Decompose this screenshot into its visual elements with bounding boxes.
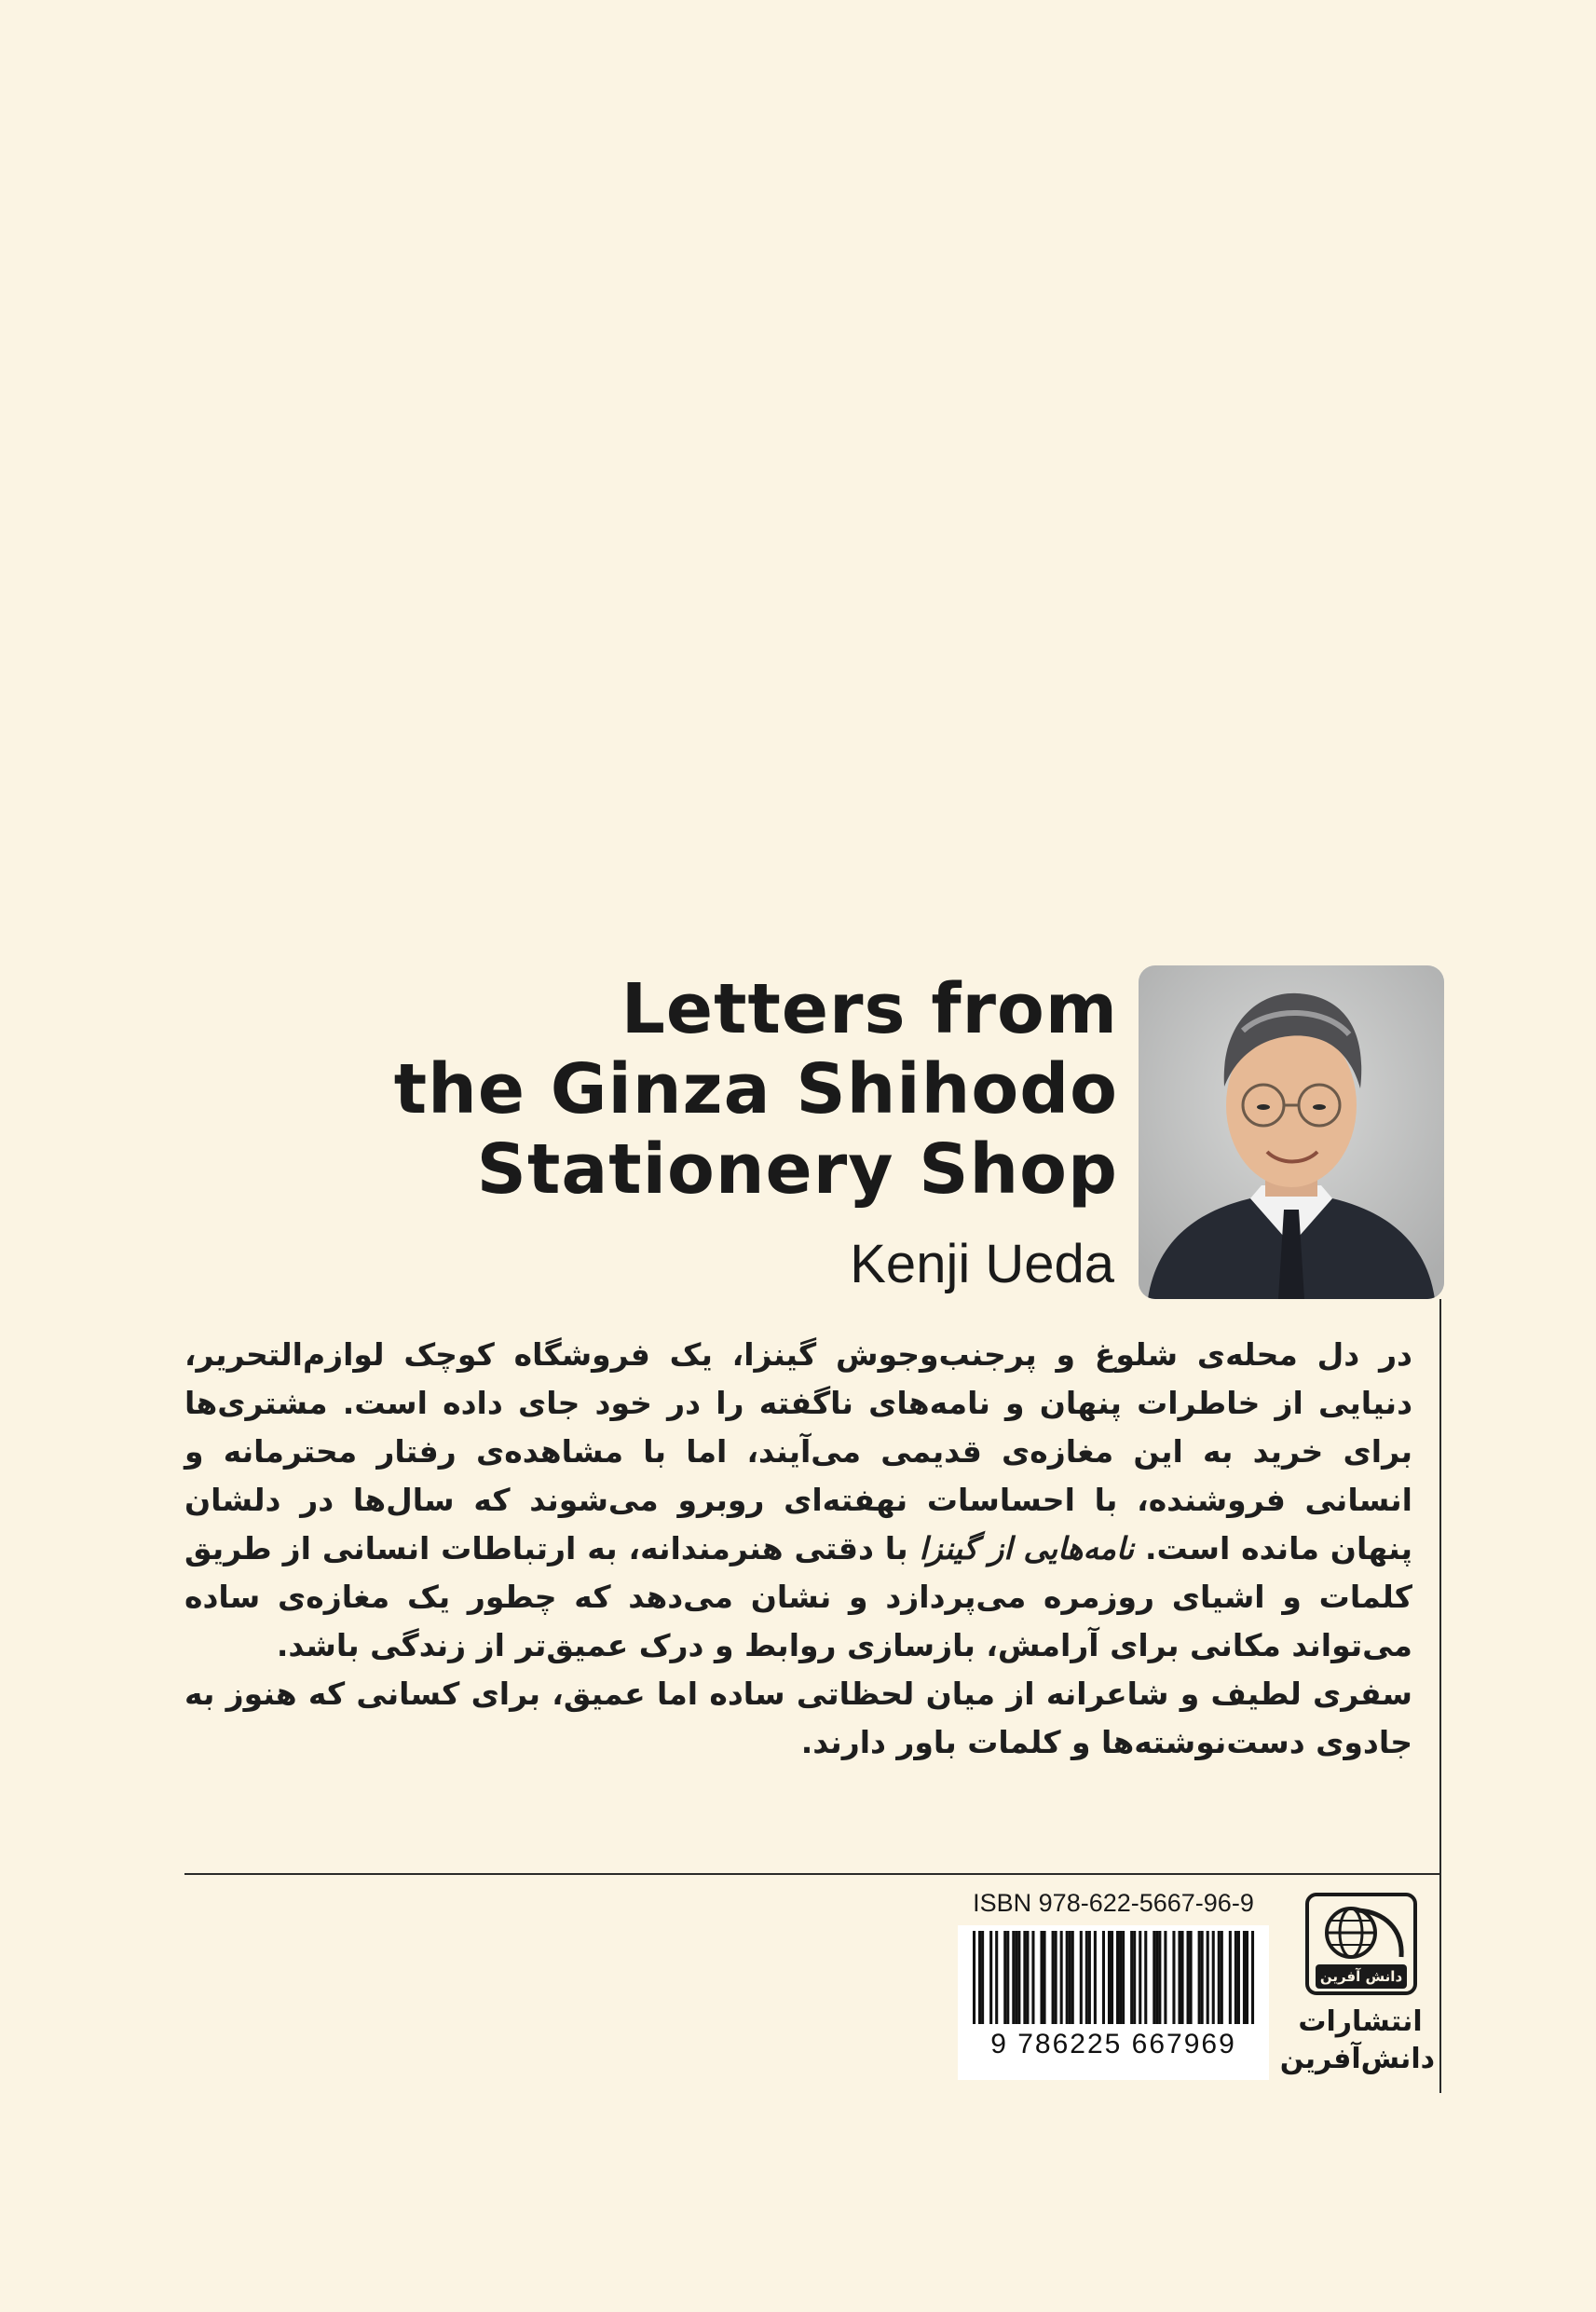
- publisher-name-line-2: دانش‌آفرین: [1279, 2043, 1435, 2075]
- author-photo: [1139, 965, 1444, 1299]
- barcode-bar: [1235, 1931, 1237, 2024]
- vertical-divider: [1439, 1299, 1441, 2093]
- barcode-bar: [1201, 1931, 1204, 2024]
- publisher-name: [1279, 2004, 1435, 2078]
- barcode-bar: [978, 1931, 981, 2024]
- blurb-paragraph-1: [184, 1331, 1412, 1670]
- barcode-bar: [1017, 1931, 1020, 2024]
- barcode-bar: [1119, 1931, 1122, 2024]
- barcode-bar: [1108, 1931, 1111, 2024]
- barcode-bar: [1243, 1931, 1246, 2024]
- barcode-bars: [958, 1925, 1269, 2028]
- barcode-bar: [1187, 1931, 1190, 2024]
- barcode-bar: [1180, 1931, 1183, 2024]
- barcode-bar: [1026, 1931, 1029, 2024]
- barcode-bar: [1139, 1931, 1141, 2024]
- barcode-bar: [1031, 1931, 1034, 2024]
- barcode-bar: [1066, 1931, 1069, 2024]
- barcode-bar: [1071, 1931, 1074, 2024]
- barcode-digits: 9 786225 667969: [990, 2029, 1236, 2059]
- barcode-bar: [1229, 1931, 1232, 2024]
- barcode-bar: [1085, 1931, 1088, 2024]
- barcode-bar: [1218, 1931, 1221, 2024]
- blurb-text-part-1: در دل محله‌ی شلوغ و پرجنب‌وجوش گینزا، یک فروشگاه کوچک لوازم‌التحریر، دنیایی از خاطرات پنهان و نامه‌های ناگفته را در خود جای داده است. مشتری‌ها برای خرید به این مغازه‌ی قدیمی می‌آیند، اما با مشاهده‌ی رفتار محترمانه و انسانی فروشنده، با احساسات نهفته‌ای روبرو می‌شوند که سال‌ها در دلشان پنهان مانده است.: [184, 1336, 1412, 1566]
- isbn-label: ISBN 978-622-5667-96-9: [973, 1889, 1254, 1917]
- barcode-bar: [1003, 1931, 1006, 2024]
- barcode-bar: [1055, 1931, 1057, 2024]
- blurb-text-part-2: با دقتی هنرمندانه، به ارتباطات انسانی از طریق کلمات و اشیای روزمره می‌پردازد و نشان می‌دهد که چطور یک مغازه‌ی ساده می‌تواند مکانی برای آرامش، بازسازی روابط و درک عمیق‌تر از زندگی باشد.: [184, 1530, 1412, 1663]
- book-title-line-3: Stationery Shop: [476, 1129, 1118, 1210]
- barcode-bar: [1155, 1931, 1158, 2024]
- barcode-bar: [1164, 1931, 1166, 2024]
- barcode-bar: [1190, 1931, 1193, 2024]
- barcode-bar: [1237, 1931, 1240, 2024]
- barcode-bar: [1102, 1931, 1105, 2024]
- barcode-bar: [1246, 1931, 1248, 2024]
- barcode: [958, 1925, 1269, 2080]
- barcode-bar: [1144, 1931, 1147, 2024]
- barcode-bar: [1023, 1931, 1026, 2024]
- barcode-bar: [981, 1931, 984, 2024]
- book-title-line-1: Letters from: [621, 969, 1118, 1049]
- barcode-bar: [1094, 1931, 1097, 2024]
- barcode-bar: [1116, 1931, 1119, 2024]
- book-title: [373, 969, 1118, 1210]
- barcode-bar: [1044, 1931, 1046, 2024]
- barcode-bar: [1178, 1931, 1180, 2024]
- barcode-bar: [1251, 1931, 1254, 2024]
- horizontal-divider: [184, 1873, 1441, 1875]
- barcode-bar: [995, 1931, 998, 2024]
- barcode-bar: [1088, 1931, 1091, 2024]
- publisher-logo-text: دانش آفرین: [1319, 1968, 1403, 1985]
- author-portrait-illustration: [1139, 965, 1444, 1299]
- barcode-bar: [1052, 1931, 1055, 2024]
- barcode-bar: [1172, 1931, 1175, 2024]
- barcode-bar: [1153, 1931, 1155, 2024]
- author-name: Kenji Ueda: [850, 1234, 1114, 1294]
- book-title-line-2: the Ginza Shihodo: [393, 1049, 1118, 1129]
- publisher-name-line-1: انتشارات: [1298, 2005, 1423, 2038]
- barcode-bar: [1111, 1931, 1113, 2024]
- barcode-bar: [1080, 1931, 1083, 2024]
- barcode-bar: [1006, 1931, 1009, 2024]
- barcode-bar: [1130, 1931, 1133, 2024]
- barcode-bar: [1122, 1931, 1125, 2024]
- barcode-bar: [1221, 1931, 1223, 2024]
- barcode-bar: [1069, 1931, 1071, 2024]
- barcode-bar: [1133, 1931, 1136, 2024]
- back-cover-blurb: [184, 1331, 1412, 1767]
- barcode-bar: [1158, 1931, 1161, 2024]
- barcode-bar: [1012, 1931, 1015, 2024]
- barcode-bar: [1212, 1931, 1215, 2024]
- blurb-book-title-fa: نامه‌هایی از گینزا: [919, 1530, 1135, 1566]
- publisher-logo: [1304, 1892, 1418, 1996]
- barcode-bar: [989, 1931, 992, 2024]
- barcode-bar: [1040, 1931, 1043, 2024]
- barcode-bar: [1015, 1931, 1017, 2024]
- barcode-bar: [1207, 1931, 1209, 2024]
- blurb-paragraph-2: سفری لطیف و شاعرانه از میان لحظاتی ساده اما عمیق، برای کسانی که هنوز به جادوی دست‌نوشته‌ها و کلمات باور دارند.: [184, 1676, 1412, 1760]
- barcode-bar: [1060, 1931, 1063, 2024]
- barcode-bar: [973, 1931, 975, 2024]
- barcode-bar: [1198, 1931, 1201, 2024]
